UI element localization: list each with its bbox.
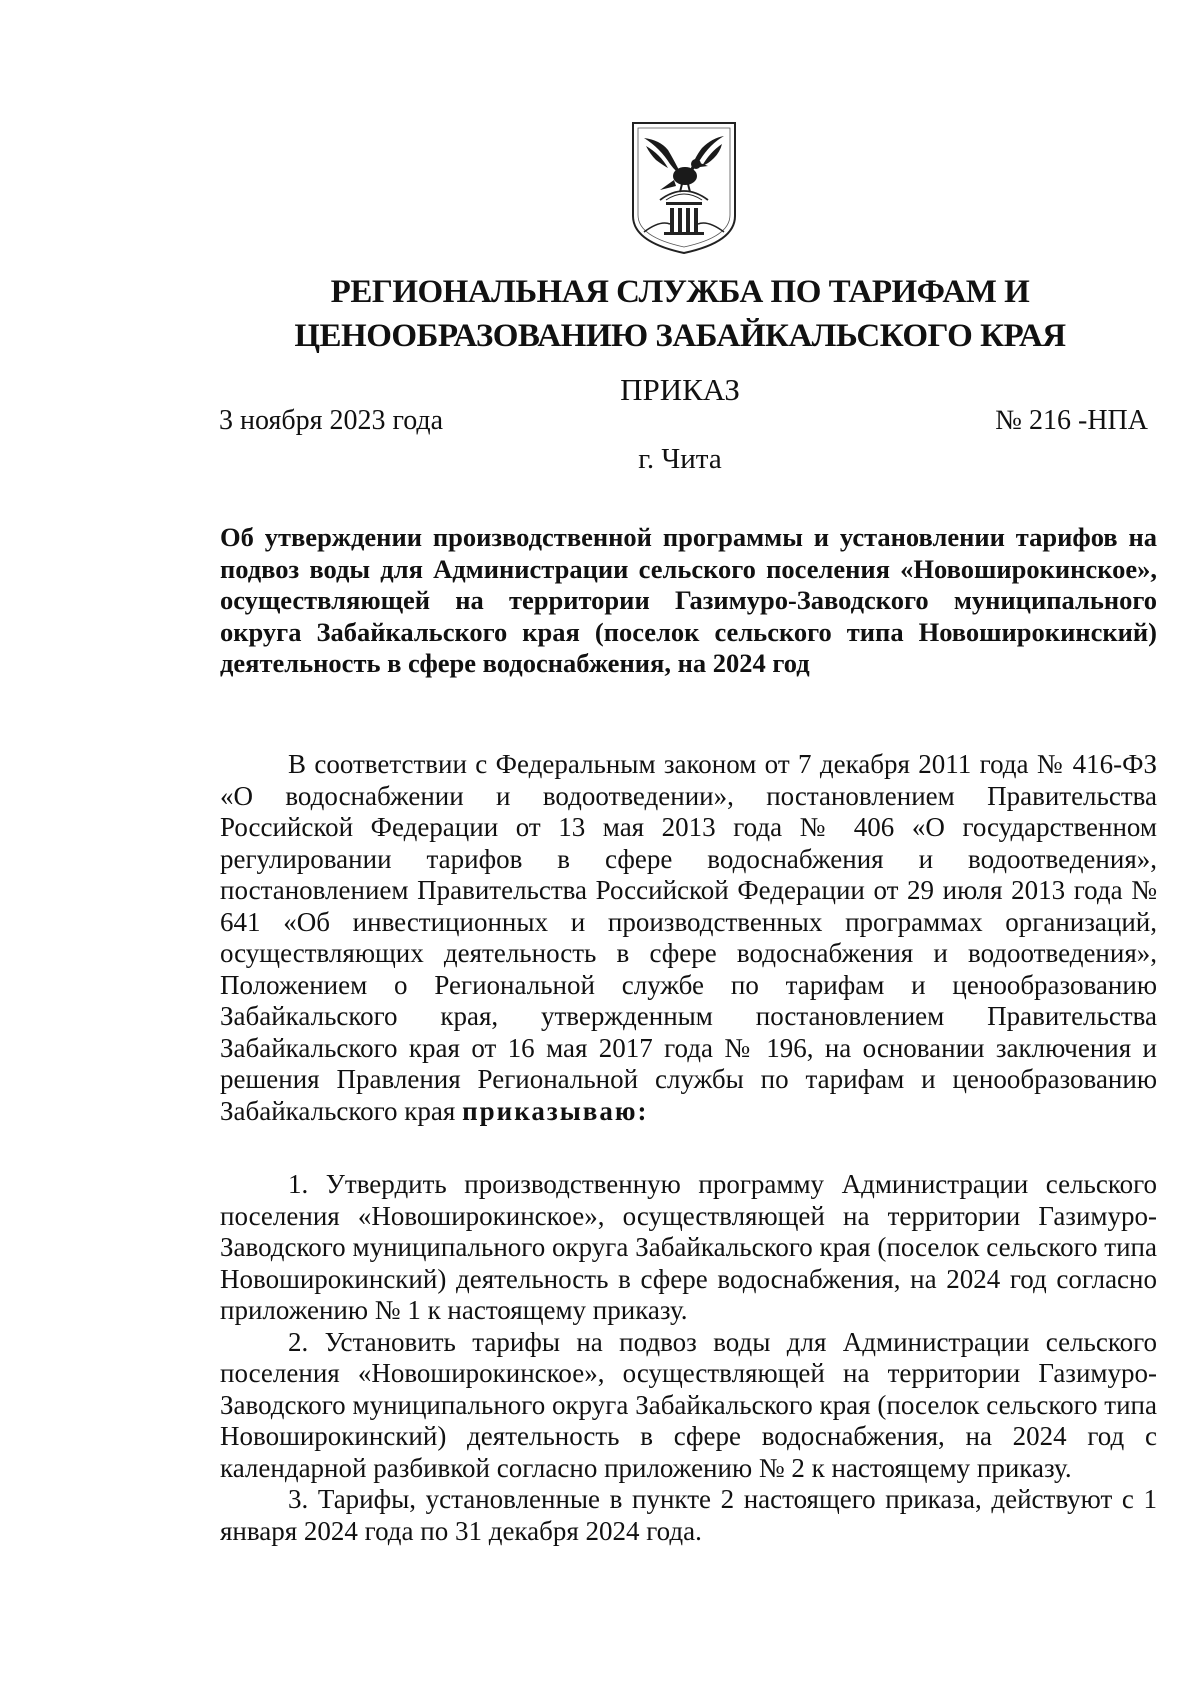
document-subject: Об утверждении производственной программы и установлении тарифов на подвоз воды для Администрации сельского поселения «Новоширокинское», осуществляющей на территории Газимуро-Заводского муниципального округа Забайкальского края (поселок сельского типа Новоширокинский) деятельность в сфере водоснабжения, на 2024 год (220, 522, 1157, 678)
preamble-paragraph (220, 749, 1157, 1127)
order-items (220, 1169, 1157, 1547)
order-item-2: 2. Установить тарифы на подвоз воды для Администрации сельского поселения «Новоширокинское», осуществляющей на территории Газимуро-Заводского муниципального округа Забайкальского края (поселок сельского типа Новоширокинский) деятельность в сфере водоснабжения, на 2024 год с календарной разбивкой согласно приложению № 2 к настоящему приказу. (220, 1326, 1157, 1483)
preamble (220, 749, 1157, 1127)
preamble-text: В соответствии с Федеральным законом от 7 декабря 2011 года № 416-ФЗ «О водоснабжении и водоотведении», постановлением Правительства Российской Федерации от 13 мая 2013 года № 406 «О государственном регулировании тарифов в сфере водоснабжения и водоотведения», постановлением Правительства Российской Федерации от 29 июля 2013 года № 641 «Об инвестиционных и производственных программах организаций, осуществляющих деятельность в сфере водоснабжения и водоотведения», Положением о Региональной службе по тарифам и ценообразованию Забайкальского края, утвержденным постановлением Правительства Забайкальского края от 16 мая 2017 года № 196, на основании заключения и решения Правления Региональной службы по тарифам и ценообразованию Забайкальского края (220, 749, 1157, 1126)
document-type: ПРИКАЗ (620, 372, 740, 407)
order-item-3: 3. Тарифы, установленные в пункте 2 настоящего приказа, действуют с 1 января 2024 года по 31 декабря 2024 года. (220, 1484, 1157, 1546)
order-word: приказываю: (462, 1095, 649, 1126)
eagle-coat-of-arms-icon (630, 120, 738, 256)
document-city: г. Чита (638, 443, 722, 475)
order-item-1: 1. Утвердить производственную программу Администрации сельского поселения «Новоширокинское», осуществляющей на территории Газимуро-Заводского муниципального округа Забайкальского края (поселок сельского типа Новоширокинский) деятельность в сфере водоснабжения, на 2024 год согласно приложению № 1 к настоящему приказу. (220, 1169, 1157, 1325)
organization-title-line-2: ЦЕНООБРАЗОВАНИЮ ЗАБАЙКАЛЬСКОГО КРАЯ (294, 318, 1066, 354)
organization-title-line-1: РЕГИОНАЛЬНАЯ СЛУЖБА ПО ТАРИФАМ И (330, 274, 1030, 310)
document-date: 3 ноября 2023 года (219, 405, 444, 436)
organization-title (220, 270, 1140, 358)
document-number: № 216 -НПА (995, 405, 1148, 436)
